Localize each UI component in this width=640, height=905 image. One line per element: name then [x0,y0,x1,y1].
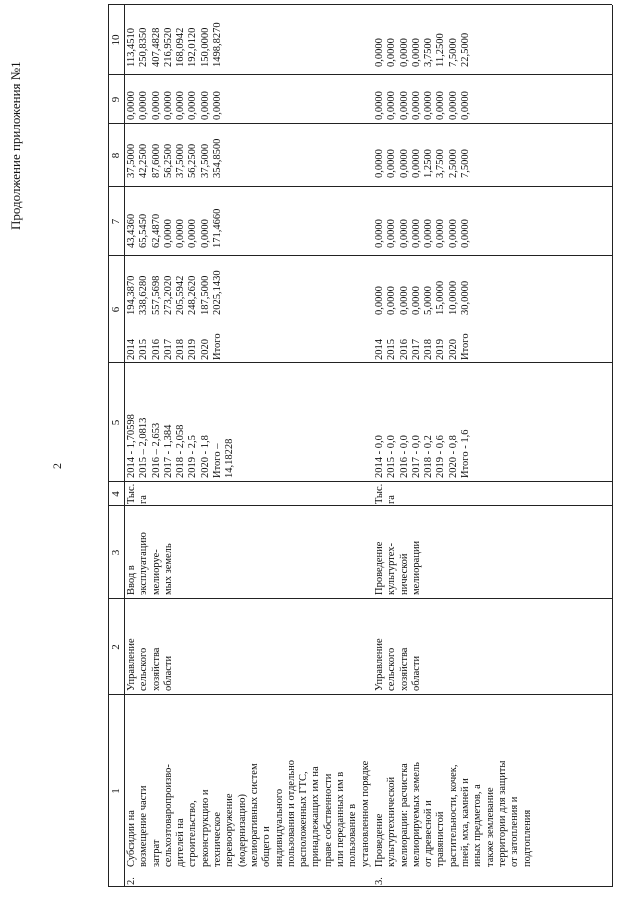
column-header: 7 [110,218,122,225]
indicator: Ввод в эксплуатацию мелиоруе- мых земель [126,532,174,595]
col-line [108,4,612,5]
executor: Управление сельского хозяйства области [374,638,422,691]
column-header: 9 [110,96,122,103]
page-number: 2 [50,463,64,469]
column-header: 2 [110,644,122,650]
col6-values: 194,3870 338,6280 557,5698 273,2020 205,5942 248,2620 187,5000 2025,1430 [126,270,224,315]
col-line [108,123,612,124]
col-line [108,598,612,599]
indicator-values: 2014 - 0,0 2015 - 0,0 2016 - 0,0 2017 - 0,0 2018 - 0,2 2019 - 0,6 2020 - 0,8 Итого - 1,6 [374,429,472,478]
col10-values: 0,0000 0,0000 0,0000 0,0000 3,7500 11,2500 7,5000 22,5000 [374,32,472,67]
unit: Тыс. га [374,483,398,504]
table-border-top [108,5,109,887]
unit: Тыс. га [126,483,150,504]
col8-values: 0,0000 0,0000 0,0000 0,0000 1,2500 3,7500 2,5000 7,5000 [374,149,472,178]
row-number: 2. [126,877,137,885]
measure-name: Проведение культуртехнической мелиорации: расчистка мелиорируемых земель от древесной и травянистой растительности, кочек, пней, мха, камней и иных предметов, а также землевание территории для защиты от затопления и подтопления [374,760,533,867]
col9-values: 0,0000 0,0000 0,0000 0,0000 0,0000 0,0000 0,0000 0,0000 [374,91,472,120]
column-header: 3 [110,549,122,556]
col-line [108,481,612,482]
col-line [108,694,612,695]
measure-name: Субсидии на возмещение части затрат сельхозтоваропроизво- дителей на строительство, реконструкцию и техническое перевооружение (модернизацию) мелиоративных систем общего и индивидуального пользования и отдельно расположенных ГТС, принадлежащих им на праве собственности или переданных им в пользование в установленном порядке [126,760,371,867]
row-number: 3. [374,877,385,885]
column-header: 5 [110,419,122,426]
years: 2014 2015 2016 2017 2018 2019 2020 Итого [374,333,472,360]
col-line [108,886,612,887]
continuation-header: Продолжение приложения №1 [8,61,23,230]
executor: Управление сельского хозяйства области [126,638,174,691]
column-header: 6 [110,306,122,313]
col-line [108,186,612,187]
indicator-values: 2014 - 1,70598 2015 – 2,0813 2016 – 2,653 2017 - 1,384 2018 - 2,058 2019 - 2,5 2020 - 1,8 Итого – 14,18228 [126,414,236,478]
col-line [108,362,612,363]
col7-values: 43,4360 65,5450 62,4870 0,0000 0,0000 0,0000 0,0000 171,4660 [126,208,224,248]
program-table [108,5,612,887]
col-line [108,255,612,256]
col10-values: 113,4510 250,8350 407,4828 216,9520 168,0942 192,0120 150,0000 1498,8270 [126,22,224,67]
indicator: Проведение культуртех- нической мелиорации [374,540,422,595]
col6-values: 0,0000 0,0000 0,0000 0,0000 5,0000 15,0000 10,0000 30,0000 [374,280,472,315]
col7-values: 0,0000 0,0000 0,0000 0,0000 0,0000 0,0000 0,0000 0,0000 [374,219,472,248]
header-row-divider [124,5,125,887]
col-line [108,74,612,75]
years: 2014 2015 2016 2017 2018 2019 2020 Итого [126,333,224,360]
column-header: 4 [110,491,122,497]
col8-values: 37,5000 42,2500 87,6000 56,2500 37,5000 56,2500 37,5000 354,8500 [126,138,224,178]
col9-values: 0,0000 0,0000 0,0000 0,0000 0,0000 0,0000 0,0000 0,0000 [126,91,224,120]
col-line [108,505,612,506]
table-border-bottom [612,5,613,887]
column-header: 10 [110,34,122,46]
column-header: 8 [110,152,122,159]
column-header: 1 [110,788,122,794]
